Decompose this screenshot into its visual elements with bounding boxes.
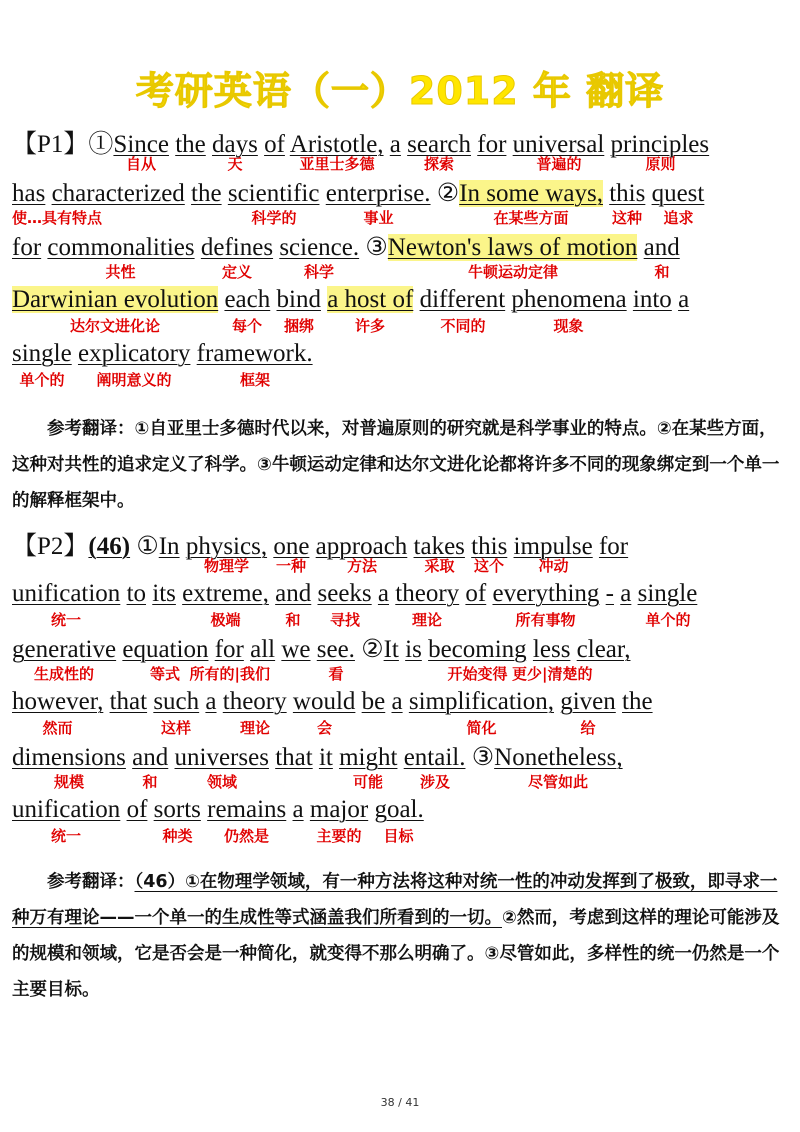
english-word: given (560, 688, 616, 715)
english-word: such (153, 688, 200, 715)
english-word: remains (207, 796, 287, 823)
english-word: major (309, 796, 369, 823)
chinese-gloss: 普遍的 (536, 155, 582, 173)
p1-line (12, 124, 792, 178)
english-word: generative (12, 636, 117, 663)
chinese-gloss: 生成性的 (34, 665, 95, 683)
english-word: defines (200, 234, 274, 261)
chinese-gloss: 主要的 (316, 827, 362, 845)
p2-line (12, 688, 792, 742)
english-word: has (12, 180, 46, 207)
english-word: a (389, 131, 401, 158)
p1-line (12, 232, 792, 286)
chinese-gloss: 科学的 (251, 209, 297, 227)
chinese-gloss: 这种 (612, 209, 643, 227)
chinese-gloss: 定义 (222, 263, 253, 281)
english-word: clear, (576, 636, 631, 663)
english-word: and (275, 580, 312, 607)
gloss-row (12, 207, 792, 229)
english-word: that (109, 688, 148, 715)
english-word: see. (316, 636, 355, 663)
english-word: seeks (317, 580, 372, 607)
english-word: a (377, 580, 390, 607)
english-word: becoming (428, 636, 527, 663)
chinese-gloss: 规模 (54, 773, 85, 791)
translation-underlined: （46）①在物理学领域，有一种方法将这种对统一性的冲动发挥到了极致，即寻求一种万有理论——一个单一的生成性等式涵盖我们所看到的一切。 (12, 872, 778, 928)
english-word: less (532, 636, 571, 663)
chinese-gloss: 自从 (126, 155, 157, 173)
gloss-row (12, 369, 792, 391)
chinese-gloss: 理论 (412, 611, 443, 629)
english-word: ③ (365, 234, 388, 261)
english-word: the (622, 688, 653, 715)
english-word: search (407, 131, 471, 158)
gloss-row (12, 609, 792, 631)
gloss-row (12, 261, 792, 283)
chinese-gloss: 等式 (150, 665, 181, 683)
p1-line (12, 178, 792, 232)
english-word: equation (122, 636, 209, 663)
english-word: might (339, 744, 398, 771)
english-word: it (318, 744, 333, 771)
english-word: this (609, 180, 646, 207)
english-word: however, (12, 688, 104, 715)
english-text (12, 232, 680, 262)
translation-p2 (12, 864, 788, 1008)
english-word: - (605, 580, 614, 607)
p2-line (12, 526, 792, 580)
english-word: different (419, 286, 506, 313)
english-word: for (477, 131, 507, 158)
chinese-gloss: 单个的 (19, 371, 65, 389)
english-word: universes (174, 744, 269, 771)
english-word: ① (88, 131, 114, 158)
chinese-gloss: 更少|清楚的 (512, 665, 593, 683)
english-word: a (292, 796, 304, 823)
chinese-gloss: 捆绑 (284, 317, 315, 335)
chinese-gloss: 涉及 (420, 773, 451, 791)
english-word: ② (361, 636, 384, 663)
english-word: each (224, 286, 271, 313)
chinese-gloss: 目标 (383, 827, 414, 845)
gloss-row (12, 555, 792, 577)
p1-line (12, 340, 792, 394)
english-word: (46) (88, 533, 131, 560)
chinese-gloss: 共性 (105, 263, 136, 281)
chinese-gloss: 探索 (424, 155, 455, 173)
p2-line (12, 742, 792, 796)
chinese-gloss: 天 (227, 155, 243, 173)
chinese-gloss: 和 (142, 773, 158, 791)
english-word: a host of (327, 286, 414, 313)
chinese-gloss: 和 (654, 263, 670, 281)
chinese-gloss: 一种 (276, 557, 307, 575)
english-word: enterprise. (325, 180, 431, 207)
translation-p1: 参考翻译：①自亚里士多德时代以来，对普遍原则的研究就是科学事业的特点。②在某些方面，这种对共性的追求定义了科学。③牛顿运动定律和达尔文进化论都将许多不同的现象绑定到一个单一的解释框架中。 (12, 419, 780, 511)
english-word: impulse (513, 533, 593, 560)
english-word: commonalities (47, 234, 195, 261)
chinese-gloss: 领域 (207, 773, 238, 791)
english-word: one (273, 533, 310, 560)
english-word: and (132, 744, 169, 771)
chinese-gloss: 不同的 (440, 317, 486, 335)
english-word: of (264, 131, 285, 158)
english-word: principles (610, 131, 710, 158)
english-word: theory (222, 688, 287, 715)
page-title: 考研英语（一）2012 年 翻译 (135, 69, 665, 113)
translation-label: 参考翻译： (47, 872, 135, 892)
english-word: we (281, 636, 311, 663)
english-word: for (12, 234, 42, 261)
english-word: Aristotle, (289, 131, 384, 158)
gloss-row (12, 717, 792, 739)
page-separator: / (398, 1096, 402, 1109)
chinese-gloss: 寻找 (330, 611, 361, 629)
chinese-gloss: 单个的 (645, 611, 691, 629)
chinese-gloss: 达尔文进化论 (70, 317, 161, 335)
english-word: all (250, 636, 276, 663)
english-word: of (465, 580, 487, 607)
english-word: sorts (153, 796, 201, 823)
chinese-gloss: 会 (317, 719, 333, 737)
chinese-gloss: 理论 (240, 719, 271, 737)
english-word: entail. (403, 744, 466, 771)
chinese-gloss: 原则 (645, 155, 676, 173)
english-word: a (391, 688, 403, 715)
chinese-gloss: 简化 (466, 719, 497, 737)
english-word: unification (12, 580, 121, 607)
chinese-gloss: 许多 (355, 317, 386, 335)
chinese-gloss: 看 (328, 665, 344, 683)
english-word: phenomena (511, 286, 627, 313)
english-word: scientific (227, 180, 320, 207)
gloss-row (12, 663, 792, 685)
english-text (12, 634, 630, 664)
english-word: goal. (374, 796, 424, 823)
chinese-gloss: 追求 (663, 209, 694, 227)
chinese-gloss: 方法 (347, 557, 378, 575)
chinese-gloss: 所有事物 (515, 611, 576, 629)
english-word: ③ (471, 744, 495, 771)
english-word: single (12, 340, 72, 367)
english-word: science. (279, 234, 360, 261)
english-word: dimensions (12, 744, 126, 771)
english-text (12, 742, 623, 772)
chinese-gloss: 科学 (304, 263, 335, 281)
english-word: single (637, 580, 698, 607)
english-word: It (383, 636, 399, 663)
english-text (12, 178, 704, 208)
chinese-gloss: 采取 (424, 557, 455, 575)
chinese-gloss: 现象 (553, 317, 584, 335)
english-word: approach (315, 533, 408, 560)
p1-line (12, 286, 792, 340)
chinese-gloss: 阐明意义的 (96, 371, 172, 389)
english-word: and (643, 234, 680, 261)
english-word: 【P2】 (12, 533, 89, 560)
gloss-row (12, 771, 792, 793)
total-pages: 41 (405, 1096, 420, 1109)
english-word: would (292, 688, 356, 715)
english-word: ① (136, 533, 159, 560)
gloss-row (12, 315, 792, 337)
chinese-gloss: 极端 (210, 611, 241, 629)
chinese-gloss: 这样 (161, 719, 192, 737)
english-text (12, 580, 697, 608)
chinese-gloss: 事业 (363, 209, 394, 227)
english-word: unification (12, 796, 121, 823)
p2-line (12, 796, 792, 850)
chinese-gloss: 统一 (51, 611, 82, 629)
english-text (12, 340, 313, 368)
english-word: that (275, 744, 313, 771)
english-word: everything (492, 580, 600, 607)
chinese-gloss: 亚里士多德 (299, 155, 375, 173)
chinese-gloss: 使…具有特点 (12, 209, 103, 227)
english-word: In (158, 533, 180, 560)
chinese-gloss: 开始变得 (447, 665, 508, 683)
chinese-gloss: 这个 (474, 557, 505, 575)
english-text (12, 796, 424, 824)
english-word: a (620, 580, 632, 607)
english-word: framework. (196, 340, 313, 367)
passage-p1 (12, 124, 792, 394)
chinese-gloss: 可能 (353, 773, 384, 791)
english-word: a (205, 688, 217, 715)
english-word: for (598, 533, 629, 560)
p2-line (12, 634, 792, 688)
english-word: its (152, 580, 176, 607)
translation-rest: ②然而，考虑到这样的理论可能涉及的规模和领域，它是否会是一种简化，就变得不那么明确了。③尽管如此，多样性的统一仍然是一个主要目标。 (12, 908, 780, 1000)
english-word: characterized (51, 180, 185, 207)
english-word: Since (113, 131, 169, 158)
english-word: this (471, 533, 508, 560)
chinese-gloss: 物理学 (204, 557, 250, 575)
english-word: be (361, 688, 386, 715)
english-word: Nonetheless, (494, 744, 623, 771)
english-word: theory (395, 580, 460, 607)
gloss-row (12, 153, 792, 175)
english-word: into (632, 286, 672, 313)
english-text (12, 286, 689, 314)
chinese-gloss: 每个 (232, 317, 263, 335)
passage-p2 (12, 526, 792, 850)
english-word: Newton's laws of motion (387, 234, 638, 261)
english-word: of (126, 796, 148, 823)
chinese-gloss: 牛顿运动定律 (468, 263, 559, 281)
english-word: physics, (185, 533, 268, 560)
chinese-gloss: 尽管如此 (528, 773, 589, 791)
english-word: takes (413, 533, 465, 560)
chinese-gloss: 统一 (51, 827, 82, 845)
english-word: simplification, (408, 688, 554, 715)
chinese-gloss: 给 (580, 719, 596, 737)
english-text (12, 688, 653, 716)
english-word: universal (512, 131, 605, 158)
english-word: to (126, 580, 147, 607)
chinese-gloss: 冲动 (538, 557, 569, 575)
gloss-row (12, 825, 792, 847)
english-word: for (214, 636, 244, 663)
english-word: days (212, 131, 258, 158)
current-page: 38 (380, 1096, 395, 1109)
english-word: 【P1】 (12, 131, 89, 158)
chinese-gloss: 然而 (42, 719, 73, 737)
english-word: ② (436, 180, 460, 207)
english-word: quest (651, 180, 705, 207)
english-word: In some ways, (459, 180, 603, 207)
chinese-gloss: 所有的|我们 (189, 665, 270, 683)
english-word: bind (276, 286, 321, 313)
page-indicator (0, 1096, 800, 1109)
chinese-gloss: 种类 (162, 827, 193, 845)
english-word: is (405, 636, 422, 663)
english-word: a (678, 286, 690, 313)
english-word: Darwinian evolution (12, 286, 219, 313)
english-word: the (191, 180, 222, 207)
p2-line (12, 580, 792, 634)
chinese-gloss: 在某些方面 (493, 209, 569, 227)
english-word: extreme, (182, 580, 269, 607)
chinese-gloss: 框架 (240, 371, 271, 389)
english-word: explicatory (77, 340, 191, 367)
chinese-gloss: 和 (285, 611, 301, 629)
english-word: the (175, 131, 206, 158)
chinese-gloss: 仍然是 (224, 827, 270, 845)
